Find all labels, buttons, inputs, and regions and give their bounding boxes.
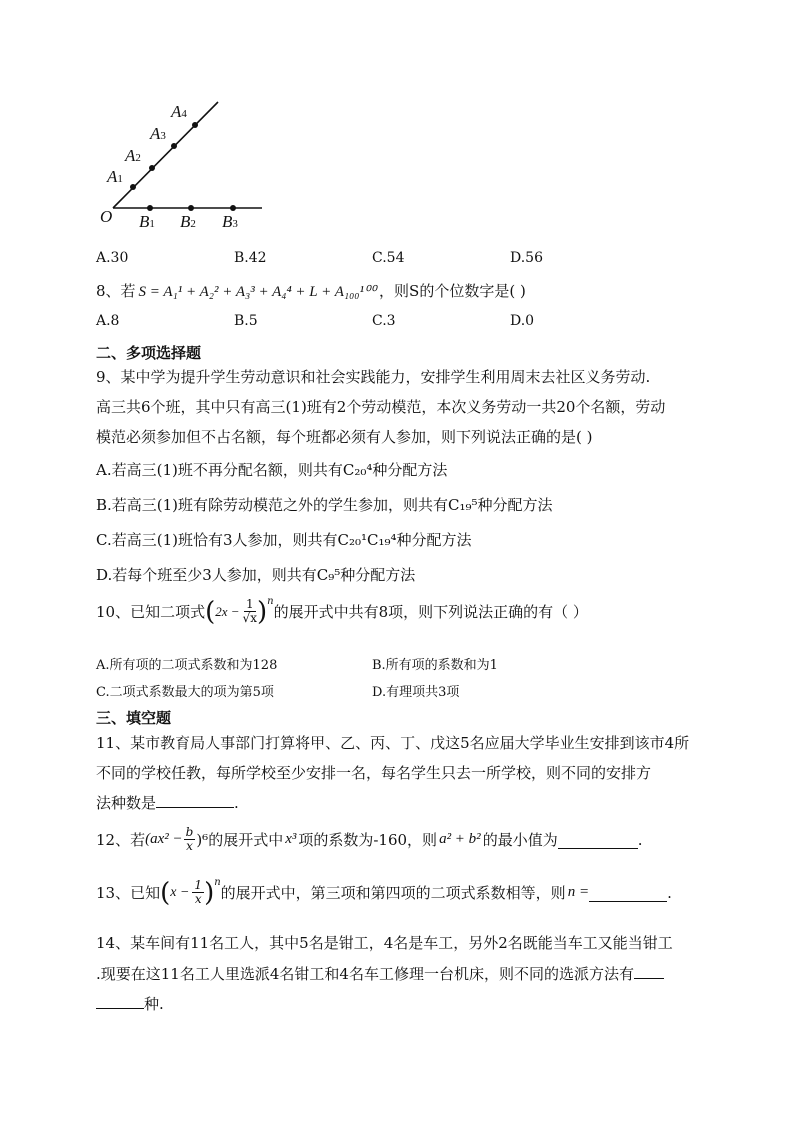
q12-x3: x³: [285, 831, 297, 847]
q8-option-a: A.8: [96, 313, 120, 329]
q8-option-d: D.0: [510, 313, 535, 329]
q13-prefix: 13、已知: [96, 884, 161, 902]
q8-prefix: 8、若: [96, 282, 136, 300]
q9-option-c: C.若高三(1)班恰有3人参加，则共有C₂₀¹C₁₉⁴种分配方法: [96, 531, 472, 549]
q14-line-2-text: .现要在这11名工人里选派4名钳工和4名车工修理一台机床，则不同的选派方法有: [96, 965, 634, 983]
q11-line-3: [96, 792, 239, 813]
q13-answer-blank[interactable]: [589, 883, 667, 902]
label-b3: B3: [222, 212, 238, 231]
q7-option-b: B.42: [234, 250, 267, 266]
q10-option-c: C.二项式系数最大的项为第5项: [96, 685, 274, 700]
label-b2: B2: [180, 212, 196, 231]
q8-stem: [96, 280, 526, 301]
point-b1: [147, 205, 153, 211]
q12-frac-num: b: [185, 825, 194, 839]
point-a3: [171, 143, 177, 149]
q8-formula: S = A₁¹ + A₂² + A₃³ + A₄⁴ + L + A₁₀₀¹⁰⁰: [138, 284, 377, 300]
point-a4: [192, 122, 198, 128]
label-a4: A4: [171, 102, 187, 121]
q9-line-3: 模范必须参加但不占名额，每个班都必须有人参加，则下列说法正确的是( ): [96, 428, 593, 446]
q12-middle: 的展开式中: [208, 831, 284, 849]
point-a1: [130, 184, 136, 190]
q7-option-c: C.54: [372, 250, 405, 266]
q13-frac-num: 1: [194, 878, 203, 892]
q11-period: .: [234, 794, 239, 812]
q8-suffix: ，则S的个位数字是( ): [379, 282, 526, 300]
q14-line-1: 14、某车间有11名工人，其中5名是钳工，4名是车工，另外2名既能当车工又能当钳工: [96, 934, 673, 952]
q14-answer-blank-b[interactable]: [96, 1008, 144, 1009]
q10-stem: [96, 598, 588, 625]
q10-binom-left: 2x −: [215, 603, 240, 619]
label-o: O: [100, 207, 113, 226]
q8-option-c: C.3: [372, 313, 396, 329]
q9-option-a: A.若高三(1)班不再分配名额，则共有C₂₀⁴种分配方法: [96, 461, 448, 479]
q9-option-d: D.若每个班至少3人参加，则共有C₉⁵种分配方法: [96, 566, 416, 584]
point-a2: [149, 165, 155, 171]
q12-expr-right: )⁶: [196, 830, 209, 849]
q13-n-eq: n =: [567, 884, 590, 900]
q13-fraction: [192, 879, 204, 906]
section-title-multiple-choice: 二、多项选择题: [96, 344, 202, 362]
q12-expr-left: (ax² −: [145, 831, 183, 847]
q10-fraction: [243, 598, 257, 625]
q10-option-d: D.有理项共3项: [372, 685, 460, 700]
q11-line-1: 11、某市教育局人事部门打算将甲、乙、丙、丁、戊这5名应届大学毕业生安排到该市4所: [96, 734, 690, 752]
q10-suffix: 的展开式中共有8项，则下列说法正确的有（ ）: [273, 603, 588, 621]
q12-prefix: 12、若: [96, 831, 146, 849]
q10-frac-num: 1: [245, 597, 254, 611]
q13-left-paren: (: [160, 877, 171, 908]
point-b2: [188, 205, 194, 211]
q10-left-paren: (: [205, 596, 216, 627]
q10-option-b: B.所有项的系数和为1: [372, 658, 498, 673]
q13-right-paren: ): [204, 877, 215, 908]
q7-option-d: D.56: [510, 250, 543, 266]
q12-ab: a² + b²: [439, 831, 481, 847]
label-a1: A1: [107, 167, 123, 186]
label-b1: B1: [139, 212, 155, 231]
q12-stem: [96, 826, 642, 853]
q9-line-1: 9、某中学为提升学生劳动意识和社会实践能力，安排学生利用周末去社区义务劳动.: [96, 368, 651, 386]
q11-line-2: 不同的学校任教，每所学校至少安排一名，每名学生只去一所学校，则不同的安排方: [96, 764, 652, 782]
q14-answer-blank-a[interactable]: [634, 978, 664, 979]
q12-suffix: 的最小值为: [482, 831, 558, 849]
q11-line-3-text: 法种数是: [96, 794, 157, 812]
q11-answer-blank[interactable]: [156, 807, 234, 808]
q9-line-2: 高三共6个班，其中只有高三(1)班有2个劳动模范，本次义务劳动一共20个名额，劳动: [96, 398, 666, 416]
q8-option-b: B.5: [234, 313, 258, 329]
section-title-fill-in: 三、填空题: [96, 709, 172, 727]
q12-frac-den: x: [186, 839, 193, 853]
label-a2: A2: [125, 146, 141, 165]
q13-frac-den: x: [194, 892, 202, 906]
q10-option-a: A.所有项的二项式系数和为128: [96, 658, 278, 673]
q12-period: .: [637, 830, 643, 849]
q10-frac-den: √x: [242, 611, 257, 625]
q10-prefix: 10、已知二项式: [96, 603, 206, 621]
q13-stem: [96, 879, 672, 906]
q14-end: 种.: [144, 995, 164, 1013]
q13-binom-left: x −: [170, 884, 190, 900]
q12-fraction: [184, 826, 196, 853]
label-a3: A3: [150, 124, 166, 143]
q10-right-paren: ): [256, 596, 268, 627]
q14-line-3: [96, 993, 164, 1014]
point-b3: [230, 205, 236, 211]
q13-suffix: 的展开式中，第三项和第四项的二项式系数相等，则: [220, 884, 566, 902]
q12-middle2: 项的系数为-160，则: [298, 831, 438, 849]
q13-period: .: [667, 883, 672, 902]
q14-line-2: [96, 963, 664, 984]
geometry-figure: [96, 96, 276, 241]
q9-option-b: B.若高三(1)班有除劳动模范之外的学生参加，则共有C₁₉⁵种分配方法: [96, 496, 553, 514]
q10-exponent: n: [267, 596, 274, 607]
q13-exponent: n: [214, 877, 221, 888]
q7-option-a: A.30: [96, 250, 129, 266]
q12-answer-blank[interactable]: [558, 830, 638, 849]
